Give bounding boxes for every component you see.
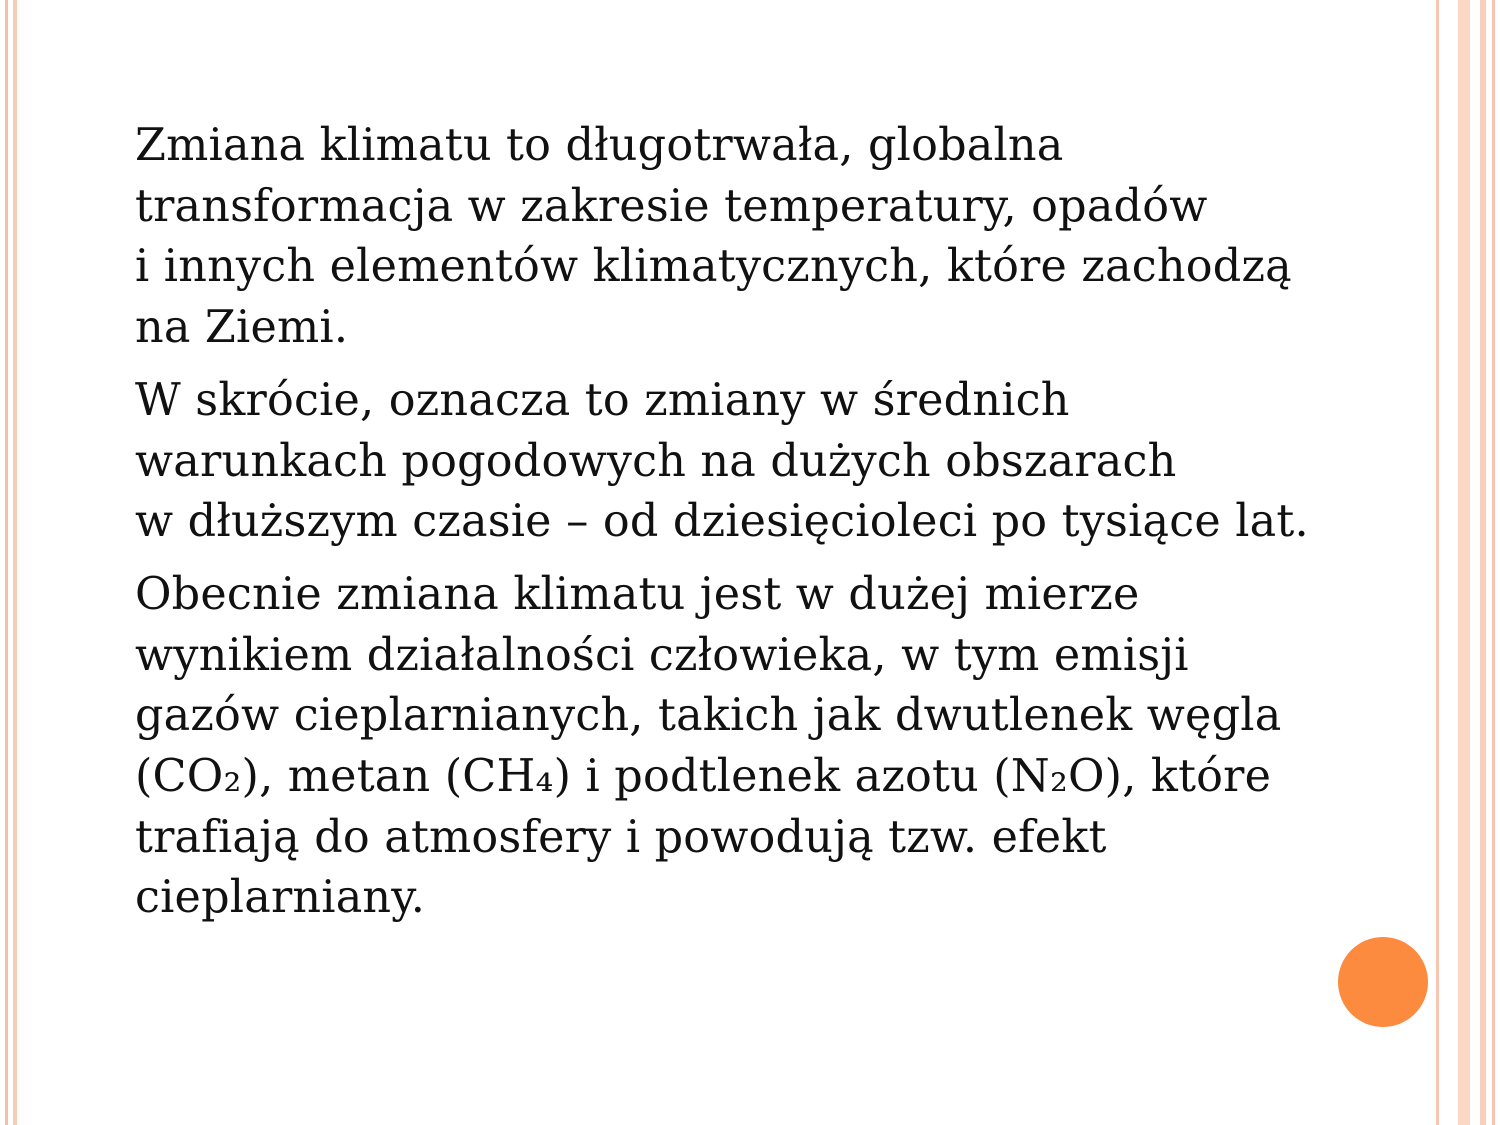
right-border-line (1458, 0, 1470, 1125)
paragraph-summary: W skrócie, oznacza to zmiany w średnich warunkach pogodowych na dużych obszarach w dłuższym czasie – od dziesięcioleci po tysiące lat. (135, 374, 1309, 548)
slide-body (135, 116, 1335, 929)
left-border-line (13, 0, 17, 1125)
paragraph-definition: Zmiana klimatu to długotrwała, globalna transformacja w zakresie temperatury, opadów i innych elementów klimatycznych, które zachodzą na Ziemi. (135, 120, 1292, 354)
right-border-line (1436, 0, 1439, 1125)
decorative-circle-icon (1338, 937, 1428, 1027)
right-border-line (1492, 0, 1495, 1125)
right-border-line (1480, 0, 1486, 1125)
left-border-line (5, 0, 8, 1125)
paragraph-causes: Obecnie zmiana klimatu jest w dużej mierze wynikiem działalności człowieka, w tym emisji gazów cieplarnianych, takich jak dwutlenek węgla (CO₂), metan (CH₄) i podtlenek azotu (N₂O), które trafiają do atmosfery i powodują tzw. efekt cieplarniany. (135, 568, 1282, 924)
